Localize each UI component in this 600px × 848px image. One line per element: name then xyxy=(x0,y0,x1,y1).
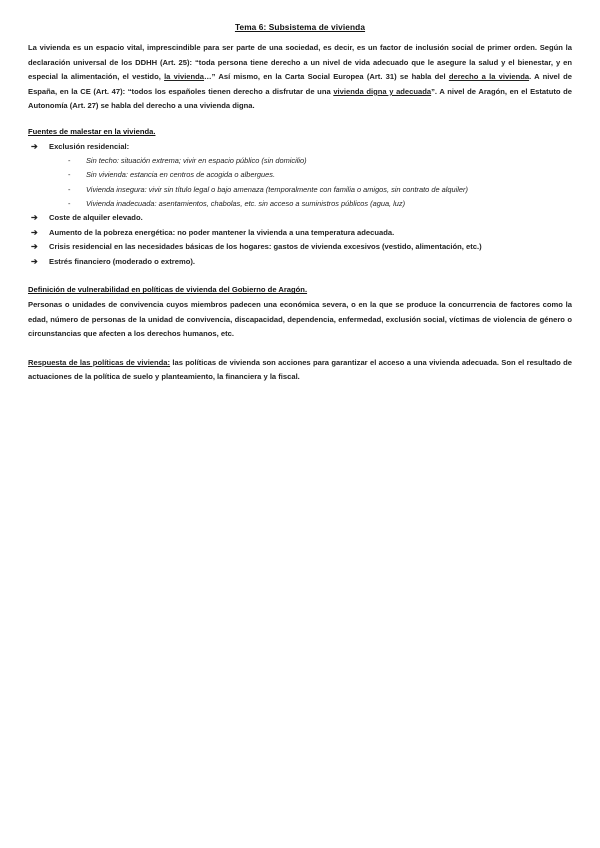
respuesta-lead: Respuesta de las políticas de vivienda: xyxy=(28,357,171,367)
intro-paragraph xyxy=(28,41,572,114)
exclusion-sublist xyxy=(28,154,572,211)
list-item-text: Coste de alquiler elevado. xyxy=(49,212,143,222)
list-item-text: Estrés financiero (moderado o extremo). xyxy=(49,256,196,266)
list-item xyxy=(28,240,572,255)
list-item-text: Aumento de la pobreza energética: no poder mantener la vivienda a una temperatura adecuada. xyxy=(49,227,395,237)
list-item-text: Exclusión residencial: xyxy=(49,141,130,151)
malestar-list-continued xyxy=(28,211,572,269)
sublist-item-text: Sin vivienda: estancia en centros de acogida o albergues. xyxy=(86,170,275,180)
arrow-right-icon: ➔ xyxy=(31,227,38,237)
sublist-item-text: Vivienda inadecuada: asentamientos, chabolas, etc. sin acceso a suministros públicos (agua, luz) xyxy=(86,198,406,208)
sublist-item xyxy=(28,168,572,182)
respuesta-text: las políticas de vivienda son acciones para garantizar el acceso a una vivienda adecuada. Son el resultado de actuaciones de la política de suelo y planteamiento, la financiera y la fiscal. xyxy=(28,357,572,382)
sublist-item xyxy=(28,183,572,197)
respuesta-paragraph xyxy=(28,356,572,385)
page-title: Tema 6: Subsistema de vivienda xyxy=(234,22,366,32)
sublist-item xyxy=(28,154,572,168)
intro-underline-vivienda: la vivienda xyxy=(164,72,205,82)
list-item-text: Crisis residencial en las necesidades básicas de los hogares: gastos de vivienda excesivos (vestido, alimentación, etc.) xyxy=(49,242,482,252)
arrow-right-icon: ➔ xyxy=(31,242,38,252)
dash-bullet: - xyxy=(68,156,71,166)
dash-bullet: - xyxy=(68,170,71,180)
arrow-right-icon: ➔ xyxy=(31,256,38,266)
document-page xyxy=(28,22,572,385)
intro-underline-digna: vivienda digna y adecuada xyxy=(333,86,432,96)
arrow-right-icon: ➔ xyxy=(31,212,38,222)
list-item xyxy=(28,226,572,241)
dash-bullet: - xyxy=(68,184,71,194)
section-heading-malestar: Fuentes de malestar en la vivienda. xyxy=(28,126,156,136)
list-item xyxy=(28,140,572,155)
arrow-right-icon: ➔ xyxy=(31,141,38,151)
list-item xyxy=(28,211,572,226)
malestar-list xyxy=(28,140,572,155)
section-heading-vulnerabilidad: Definición de vulnerabilidad en políticas de vivienda del Gobierno de Aragón. xyxy=(28,285,308,295)
intro-text-3: . A nivel de España, en la CE (Art. 47): “todos los españoles tienen derecho a disfrutar de una xyxy=(28,72,572,96)
sublist-item-text: Vivienda insegura: vivir sin título legal o bajo amenaza (temporalmente con familia o amigos, sin contrato de alquiler) xyxy=(86,184,468,194)
sublist-item xyxy=(28,197,572,211)
intro-text-4: ”. A nivel de Aragón, en el Estatuto de Autonomía (Art. 27) se habla del derecho a una vivienda digna. xyxy=(28,86,572,111)
vulnerabilidad-paragraph: Personas o unidades de convivencia cuyos miembros padecen una económica severa, o en la que se produce la concurrencia de factores como la edad, número de personas de la unidad de convivencia, discapacidad, dependencia, enfermedad, exclusión social, víctimas de violencia de género o circunstancias que afecten a los derechos humanos, etc. xyxy=(28,299,572,339)
intro-underline-derecho: derecho a la vivienda xyxy=(448,72,530,82)
dash-bullet: - xyxy=(68,198,71,208)
sublist-item-text: Sin techo: situación extrema; vivir en espacio público (sin domicilio) xyxy=(86,156,307,166)
intro-text-2: …” Así mismo, en la Carta Social Europea (Art. 31) se habla del xyxy=(204,72,449,82)
intro-text-1: La vivienda es un espacio vital, imprescindible para ser parte de una sociedad, es decir, es un factor de inclusión social de primer orden. Según la declaración universal de los DDHH (Art. 25): “toda persona tiene derecho a un nivel de vida adecuado que le asegure la salud y el bienestar, y en especial la alimentación, el vestido, xyxy=(28,43,572,82)
list-item xyxy=(28,255,572,270)
